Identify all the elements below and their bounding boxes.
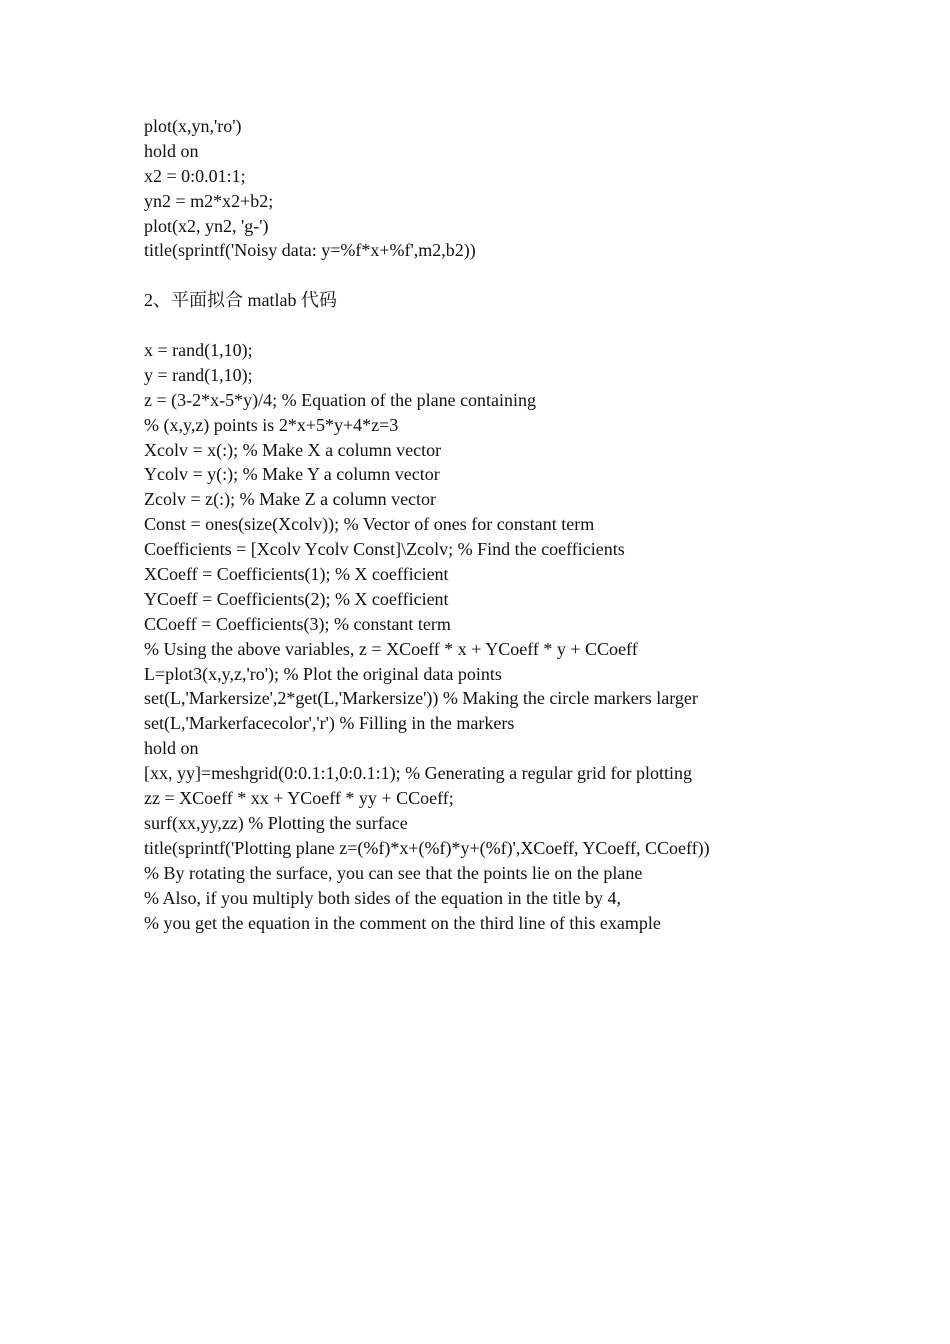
code-line: XCoeff = Coefficients(1); % X coefficient bbox=[144, 564, 449, 585]
code-line: hold on bbox=[144, 140, 199, 161]
code-line: y = rand(1,10); bbox=[144, 364, 253, 385]
code-line: % By rotating the surface, you can see that the points lie on the plane bbox=[144, 862, 643, 883]
code-line: x = rand(1,10); bbox=[144, 340, 253, 361]
code-line: plot(x2, yn2, 'g-') bbox=[144, 215, 269, 236]
code-line: hold on bbox=[144, 738, 199, 759]
code-line: % (x,y,z) points is 2*x+5*y+4*z=3 bbox=[144, 414, 399, 435]
code-line: % Using the above variables, z = XCoeff * x + YCoeff * y + CCoeff bbox=[144, 638, 638, 659]
code-line: title(sprintf('Plotting plane z=(%f)*x+(%f)*y+(%f)',XCoeff, YCoeff, CCoeff)) bbox=[144, 837, 710, 858]
code-line: title(sprintf('Noisy data: y=%f*x+%f',m2,b2)) bbox=[144, 240, 476, 261]
code-line: Coefficients = [Xcolv Ycolv Const]\Zcolv; % Find the coefficients bbox=[144, 539, 625, 560]
code-line: yn2 = m2*x2+b2; bbox=[144, 190, 274, 211]
code-line: plot(x,yn,'ro') bbox=[144, 116, 242, 136]
code-line: % you get the equation in the comment on the third line of this example bbox=[144, 912, 661, 933]
code-line: Zcolv = z(:); % Make Z a column vector bbox=[144, 489, 437, 510]
code-line: [xx, yy]=meshgrid(0:0.1:1,0:0.1:1); % Generating a regular grid for plotting bbox=[144, 763, 693, 784]
code-line: % Also, if you multiply both sides of the equation in the title by 4, bbox=[144, 887, 621, 908]
code-line: zz = XCoeff * xx + YCoeff * yy + CCoeff; bbox=[144, 788, 454, 809]
code-line: CCoeff = Coefficients(3); % constant term bbox=[144, 613, 451, 634]
code-line: x2 = 0:0.01:1; bbox=[144, 165, 246, 186]
code-line: z = (3-2*x-5*y)/4; % Equation of the plane containing bbox=[144, 389, 537, 410]
code-line: Xcolv = x(:); % Make X a column vector bbox=[144, 439, 442, 460]
code-line: surf(xx,yy,zz) % Plotting the surface bbox=[144, 812, 408, 833]
blank-line bbox=[144, 313, 924, 338]
code-line: set(L,'Markersize',2*get(L,'Markersize')) % Making the circle markers larger bbox=[144, 688, 698, 709]
document-content bbox=[144, 114, 924, 935]
code-line: set(L,'Markerfacecolor','r') % Filling in the markers bbox=[144, 713, 515, 734]
blank-line bbox=[144, 263, 924, 288]
code-line: Const = ones(size(Xcolv)); % Vector of ones for constant term bbox=[144, 514, 595, 535]
code-line: YCoeff = Coefficients(2); % X coefficient bbox=[144, 588, 449, 609]
code-line: L=plot3(x,y,z,'ro'); % Plot the original data points bbox=[144, 663, 502, 684]
section-heading: 2、平面拟合 matlab 代码 bbox=[144, 290, 337, 311]
code-line: Ycolv = y(:); % Make Y a column vector bbox=[144, 464, 440, 485]
